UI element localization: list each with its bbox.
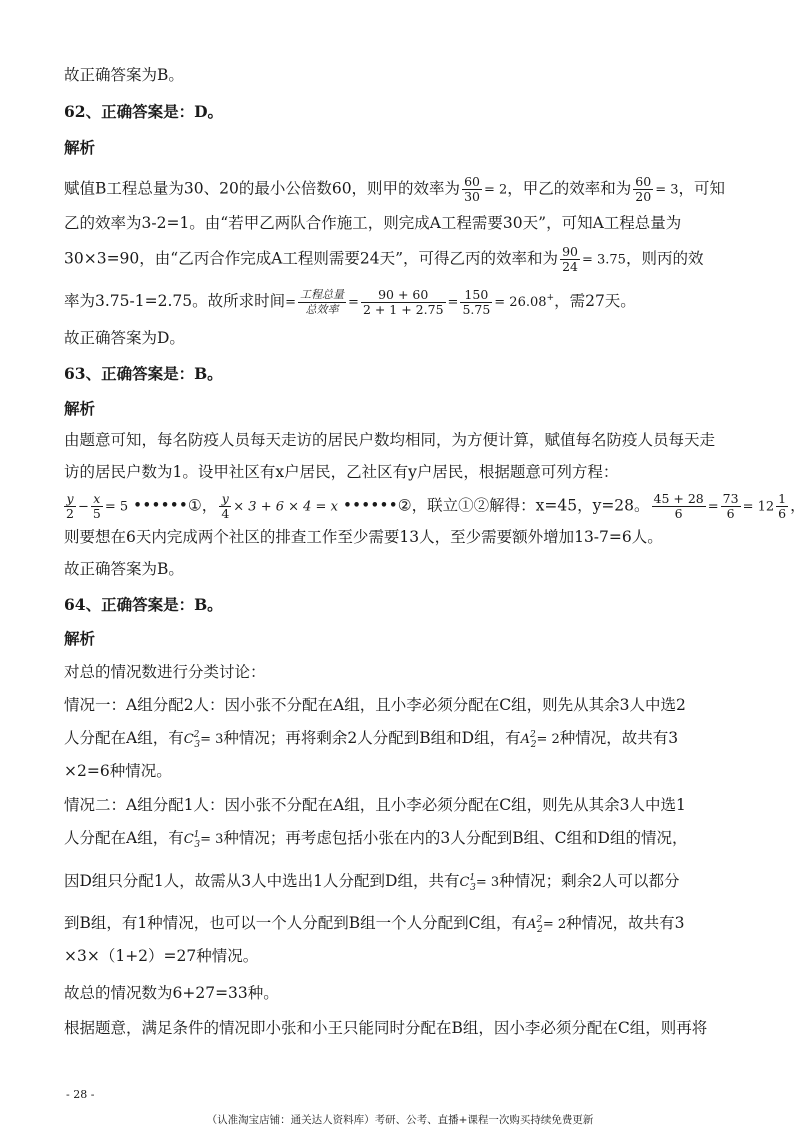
q62-answer: 故正确答案为D。 (64, 329, 185, 347)
footer-note: （认准淘宝店铺：通关达人资料库）考研、公考、直播+课程一次购买持续免费更新 (206, 1114, 594, 1126)
q64-analysis-heading: 解析 (64, 629, 96, 648)
answer-line: 故正确答案为B。 (64, 66, 184, 84)
q63-line-1: 由题意可知，每名防疫人员每天走访的居民户数均相同，为方便计算，赋值每名防疫人员每天走 (64, 431, 716, 449)
q64-line-8: 到B组，有1种情况，也可以一个人分配到B组一个人分配到C组，有$A^2_2= 2$种情况，故共有3 (64, 914, 685, 935)
fraction: $\frac{90 + 60}{2 + 1 + 2.75}$ (362, 286, 444, 317)
q62-line-1: 赋值B工程总量为30、20的最小公倍数60，则甲的效率为 $\frac{60}{30}$ = 2，甲乙的效率和为 $\frac{60}{20}$ = 3，可知 (64, 174, 725, 204)
fraction: $\frac{\text{工程总量}}{\text{总效率}}$ (300, 287, 345, 316)
fraction: $\frac{90}{24}$ (562, 244, 578, 274)
q63-answer: 故正确答案为B。 (64, 560, 184, 578)
fraction: $\frac{45 + 28}{6}$ (653, 491, 704, 521)
q63-analysis-heading: 解析 (64, 399, 96, 418)
q64-line-10: 故总的情况数为6+27=33种。 (64, 984, 279, 1002)
fraction: $\frac{150}{5.75}$ (462, 286, 491, 317)
fraction: $\frac{y}{4}$ (221, 491, 230, 521)
fraction: $\frac{y}{2}$ (66, 491, 74, 521)
q62-line-3: 30×3=90，由“乙丙合作完成A工程则需要24天”，可得乙丙的效率和为 $\frac{90}{24}$ = 3.75，则丙的效 (64, 244, 704, 274)
fraction: $\frac{1}{6}$ (778, 491, 787, 521)
q64-line-6: 人分配在A组，有$C^1_3= 3$种情况；再考虑包括小张在内的3人分配到B组、C组和D组的情况， (64, 829, 688, 850)
q64-line-1: 对总的情况数进行分类讨论： (64, 663, 266, 681)
q64-line-5: 情况二：A组分配1人：因小张不分配在A组，且小李必须分配在C组，则先从其余3人中选1 (64, 796, 686, 814)
q62-line-4: 率为3.75-1=2.75。故所求时间= $\frac{\text{工程总量}}{\text{总效率}}$ = $\frac{90 + 60}{2 + 1 + 2.75}$ = $\frac{150}{5.75}$ = 26.08+，需27天。 (64, 286, 636, 317)
q62-line-2: 乙的效率为3-2=1。由“若甲乙两队合作施工，则完成A工程需要30天”，可知A工程总量为 (64, 214, 682, 232)
q64-line-3: 人分配在A组，有$C^2_3= 3$种情况；再将剩余2人分配到B组和D组，有$A^2_2= 2$种情况，故共有3 (64, 729, 679, 750)
q63-line-4: 则要想在6天内完成两个社区的排查工作至少需要13人，至少需要额外增加13-7=6人。 (64, 528, 663, 546)
arrangement-symbol: $A^2_2$ (527, 915, 543, 935)
page-number: - 28 - (66, 1088, 95, 1101)
q63-line-2: 访的居民户数为1。设甲社区有x户居民，乙社区有y户居民，根据题意可列方程： (64, 463, 619, 481)
q62-title: 62、正确答案是：D。 (64, 102, 224, 121)
q64-line-2: 情况一：A组分配2人：因小张不分配在A组，且小李必须分配在C组，则先从其余3人中选2 (64, 696, 686, 714)
q64-line-4: ×2=6种情况。 (64, 762, 172, 780)
q62-analysis-heading: 解析 (64, 138, 96, 157)
arrangement-symbol: $A^2_2$ (520, 730, 537, 750)
q64-line-7: 因D组只分配1人，故需从3人中选出1人分配到D组，共有$C^1_3= 3$种情况；剩余2人可以都分 (64, 872, 680, 893)
combination-symbol: $C^1_3$ (459, 873, 476, 893)
combination-symbol: $C^2_3$ (183, 730, 201, 750)
q64-title: 64、正确答案是：B。 (64, 595, 223, 614)
fraction: $\frac{73}{6}$ (722, 491, 739, 521)
q63-equations-line: $\frac{y}{2}$ − $\frac{x}{5}$ = 5 ••••••①， $\frac{y}{4}$ × 3 + 6 × 4 = x ••••••②，联立①②解得：x=45，y=28。 $\frac{45 + 28}{6}$ = $\frac{73}{6}$ = 12 $\frac{1}{6}$ ， (66, 491, 806, 521)
fraction: $\frac{60}{20}$ (635, 174, 652, 204)
q63-title: 63、正确答案是：B。 (64, 364, 223, 383)
fraction: $\frac{x}{5}$ (92, 491, 101, 521)
q64-line-11: 根据题意，满足条件的情况即小张和小王只能同时分配在B组，因小李必须分配在C组，则再将 (64, 1019, 708, 1037)
fraction: $\frac{60}{30}$ (464, 174, 480, 204)
combination-symbol: $C^1_3$ (183, 830, 201, 850)
q64-line-9: ×3×（1+2）=27种情况。 (64, 947, 259, 965)
